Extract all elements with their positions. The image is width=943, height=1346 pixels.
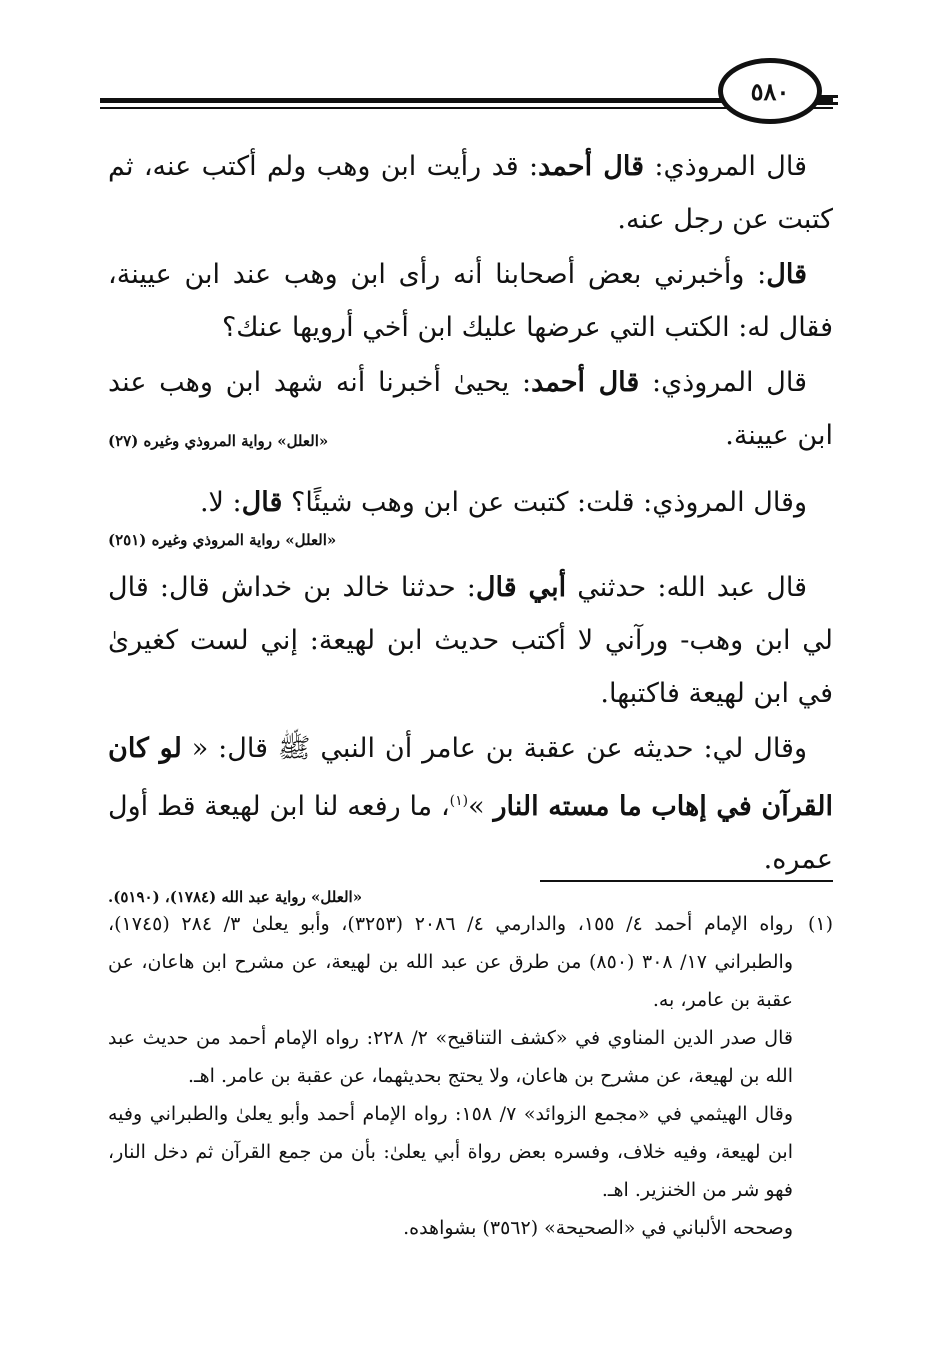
- text: : قد رأيت ابن وهب ولم أكتب عنه، ثم كتبت عن رجل عنه.: [108, 151, 833, 235]
- speaker: قال: [766, 259, 807, 290]
- footnotes: [108, 905, 833, 1247]
- text: قال المروذي:: [644, 151, 807, 182]
- speaker: أبي قال: [475, 572, 567, 603]
- text: قال عبد الله: حدثني: [566, 572, 808, 603]
- text: : وأخبرني بعض أصحابنا أنه رأى ابن وهب عند ابن عيينة، فقال له: الكتب التي عرضها عليك ابن أخي أرويها عنك؟: [108, 259, 833, 343]
- speaker: قال: [241, 487, 283, 518]
- footnote-marker[interactable]: (١): [449, 793, 469, 809]
- paragraph: [108, 561, 833, 720]
- footnote-body: [108, 905, 793, 1247]
- hadith-text: لو كان القرآن في إهاب ما مسته النار: [108, 733, 833, 822]
- source-reference: «العلل» رواية المروذي وغيره (٢٧): [108, 432, 329, 450]
- footnote-line: وصححه الألباني في «الصحيحة» (٣٥٦٢) بشواهده.: [403, 1217, 793, 1239]
- paragraph: [108, 476, 833, 529]
- footnote-line: وقال الهيثمي في «مجمع الزوائد» ٧/ ١٥٨: رواه الإمام أحمد وأبو يعلىٰ والطبراني وفيه ابن لهيعة، وفيه خلاف، وفسره بعض رواة أبي يعلىٰ: بأن من جمع القرآن ثم دخل النار، فهو شر من الخنزير. اهـ.: [108, 1103, 793, 1201]
- source-reference: «العلل» رواية عبد الله (١٧٨٤)، (٥١٩٠).: [108, 888, 363, 906]
- text: »: [468, 791, 494, 822]
- text: : لا.: [199, 487, 242, 518]
- text: وقال لي: حديثه عن عقبة بن عامر أن النبي ﷺ قال: «: [181, 733, 807, 764]
- text: ، ما رفعه لنا ابن لهيعة قط أول عمره.: [108, 791, 833, 875]
- main-text: [108, 140, 833, 918]
- footnote-separator: [540, 880, 833, 882]
- footnote-number: (١): [807, 913, 833, 935]
- paragraph: [108, 248, 833, 354]
- text: وقال المروذي: قلت: كتبت عن ابن وهب شيئًا؟: [282, 487, 807, 518]
- source-reference: «العلل» رواية المروذي وغيره (٢٥١): [108, 531, 337, 549]
- text: : يحيىٰ أخبرنا أنه شهد ابن وهب عند ابن عيينة.: [108, 367, 833, 451]
- paragraph: [108, 140, 833, 246]
- page-number: ٥٨٠: [718, 58, 822, 124]
- text: قال المروذي:: [639, 367, 807, 398]
- paragraph: [108, 722, 833, 886]
- speaker: قال أحمد: [531, 367, 640, 398]
- footnote-line: قال صدر الدين المناوي في «كشف التناقيح» ٢/ ٢٢٨: رواه الإمام أحمد من حديث عبد الله بن لهيعة، عن مشرح بن هاعان، ولا يحتج بحديثهما، عن عقبة بن عامر. اهـ.: [108, 1027, 793, 1087]
- footnote-line: رواه الإمام أحمد ٤/ ١٥٥، والدارمي ٤/ ٢٠٨٦ (٣٢٥٣)، وأبو يعلىٰ ٣/ ٢٨٤ (١٧٤٥)، والطبراني ١٧/ ٣٠٨ (٨٥٠) من طرق عن عبد الله بن لهيعة، عن مشرح ابن هاعان، عن عقبة بن عامر، به.: [108, 913, 794, 1011]
- header-rule-thin: [100, 107, 833, 109]
- text: : حدثنا خالد بن خداش قال: قال لي ابن وهب- ورآني لا أكتب حديث ابن لهيعة: إني لست كغيرىٰ في ابن لهيعة فاكتبها.: [108, 572, 833, 709]
- speaker: قال أحمد: [538, 151, 645, 182]
- footnote: [108, 905, 833, 1247]
